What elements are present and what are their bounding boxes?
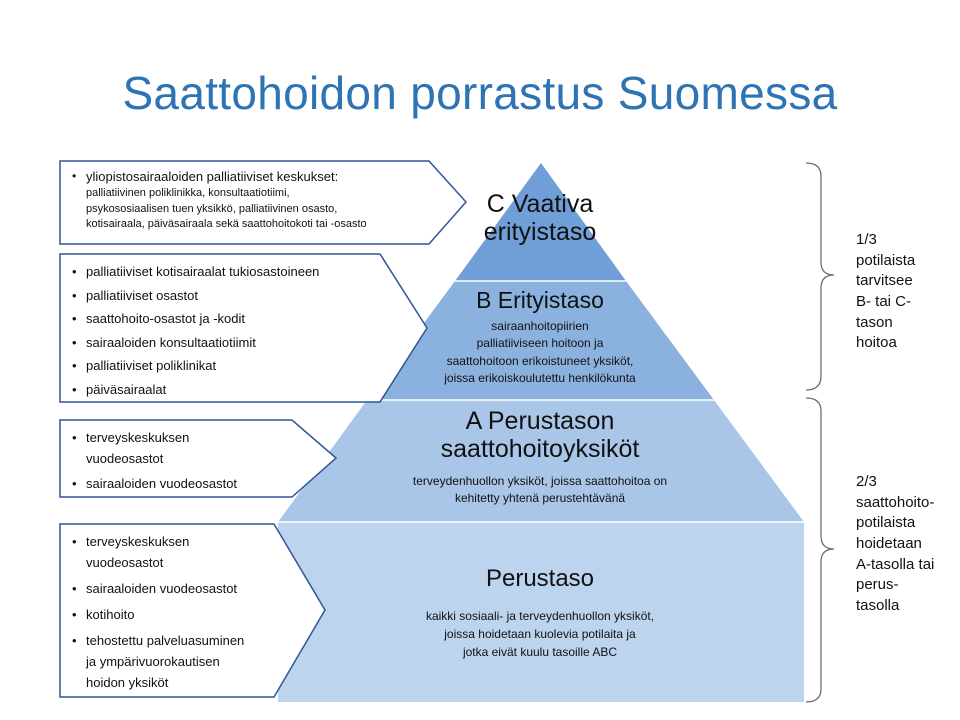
level-a-title-line2: saattohoitoyksiköt [440,435,640,463]
level-base-desc [370,607,710,661]
level-a-title-line1: A Perustason [465,407,615,435]
side-note-line: hoidetaan [856,535,922,553]
level-b-desc-line: sairaanhoitopiirien [491,319,589,333]
side-note-line: B- tai C- [856,293,912,311]
callout-a-item-line: • terveyskeskuksen [86,430,190,445]
side-note-line: 2/3 [856,473,877,490]
callout-b-item: • päiväsairaalat [66,378,396,402]
callout-b-item: • sairaaloiden konsultaatiotiimit [66,331,396,355]
callout-base-item [66,531,306,573]
callout-base-item [66,604,306,625]
level-a-title [380,407,700,463]
callout-base-item [66,630,306,693]
level-base-title: Perustaso [485,565,595,592]
side-note-line: tason [856,313,893,331]
brace-lower [806,398,834,702]
callout-b-item: • saattohoito-osastot ja -kodit [66,307,396,331]
callout-b-list [66,260,396,401]
side-note-line: potilaista [856,251,916,269]
level-a-desc-line: kehitetty yhtenä perustehtävänä [454,491,626,506]
side-note-line: potilaista [856,514,916,532]
level-b-desc [390,318,690,388]
level-b-desc-line: saattohoitoon erikoistuneet yksiköt, [446,353,634,368]
side-note-lower [856,472,960,617]
callout-c-list [66,168,436,232]
level-c-title-line2: erityistaso [483,218,597,246]
level-b-desc-line: joissa erikoiskoulutettu henkilökunta [444,371,636,386]
level-a-desc [360,473,720,508]
level-c-title [440,190,640,246]
level-b-desc-line: palliatiiviseen hoitoon ja [476,336,604,351]
callout-b-item: • palliatiiviset osastot [66,284,396,308]
callout-base-item-line: ja ympärivuorokautisen [86,654,220,669]
callout-c-item [66,168,436,232]
side-note-line: tasolla [856,597,900,615]
side-note-upper [856,230,956,354]
level-c-title-line1: C Vaativa [486,190,594,218]
side-note-line: perus- [856,576,899,594]
callout-base-item-line: • terveyskeskuksen [86,534,190,549]
callout-a-item [66,427,306,469]
level-a-desc-line: terveydenhuollon yksiköt, joissa saattohoitoa on [412,474,668,488]
callout-b-item: • palliatiiviset poliklinikat [66,354,396,378]
callout-b-item: • palliatiiviset kotisairaalat tukiosastoineen [66,260,396,284]
callout-base-item-line: hoidon yksiköt [86,675,169,690]
callout-base-item-line: • sairaaloiden vuodeosastot [86,581,238,596]
callout-base-item-line: • kotihoito [86,607,135,622]
callout-c-detail-line: palliatiivinen poliklinikka, konsultaatiotiimi, [86,187,290,200]
callout-base-item-line: vuodeosastot [86,555,164,570]
callout-base-item-line: • tehostettu palveluasuminen [86,633,245,648]
side-note-line: hoitoa [856,334,897,352]
slide-title: Saattohoidon porrastus Suomessa [122,67,838,119]
level-base-desc-line: jotka eivät kuulu tasoille ABC [462,645,618,659]
level-b-title: B Erityistaso [476,287,604,313]
callout-c-heading: yliopistosairaaloiden palliatiiviset keskukset: [86,169,339,184]
side-note-line: A-tasolla tai [856,555,935,573]
callout-c-detail-line: psykososiaalisen tuen yksikkö, palliatiivinen osasto, [86,202,338,215]
callout-a-item-line: • sairaaloiden vuodeosastot [86,476,238,491]
callout-base-item [66,578,306,599]
side-note-line: tarvitsee [856,272,913,290]
callout-c-detail-line: kotisairaala, päiväsairaala sekä saattohoitokoti tai -osasto [86,217,367,230]
level-base-desc-line: kaikki sosiaali- ja terveydenhuollon yksiköt, [425,609,655,623]
side-note-line: 1/3 [856,231,877,248]
callout-base-list [66,531,306,693]
brace-upper [806,163,834,390]
level-base-desc-line: joissa hoidetaan kuolevia potilaita ja [444,627,636,641]
callout-a-item [66,473,306,494]
callout-a-item-line: vuodeosastot [86,451,164,466]
callout-a-list [66,427,306,494]
side-note-line: saattohoito- [856,493,935,511]
